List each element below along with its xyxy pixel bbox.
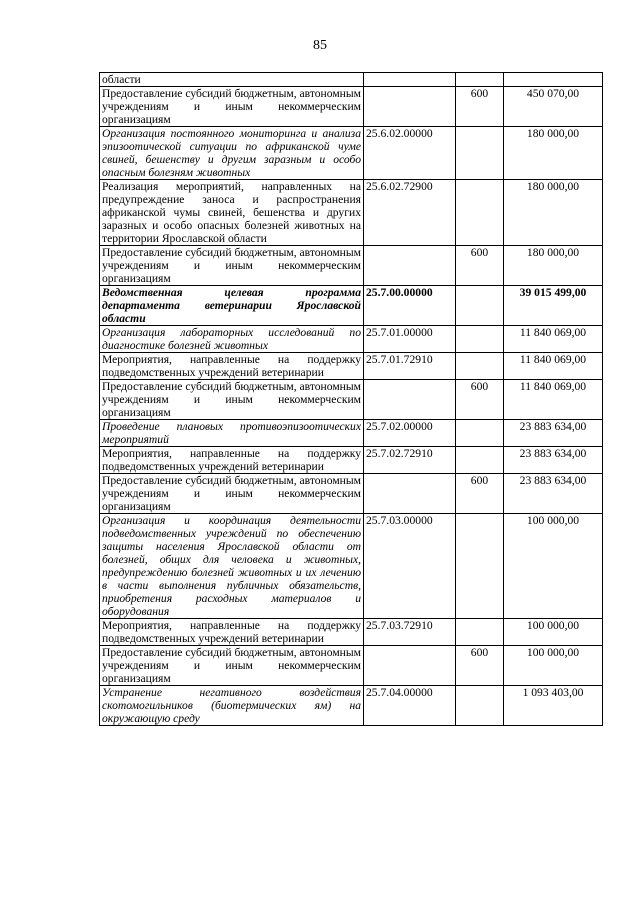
row-code-cell [364, 87, 456, 127]
row-name-cell: Устранение негативного воздействия скотомогильников (биотермических ям) на окружающую среду [100, 686, 364, 726]
row-code-cell: 25.6.02.00000 [364, 127, 456, 180]
table-row [100, 326, 603, 353]
row-sum-cell: 100 000,00 [504, 514, 603, 619]
row-code-cell: 25.6.02.72900 [364, 180, 456, 246]
row-name-cell: Предоставление субсидий бюджетным, автономным учреждениям и иным некоммерческим организациям [100, 246, 364, 286]
table-row [100, 87, 603, 127]
row-code-cell [364, 380, 456, 420]
row-expense-type-cell [456, 420, 504, 447]
row-name-cell: Мероприятия, направленные на поддержку подведомственных учреждений ветеринарии [100, 619, 364, 646]
row-expense-type-cell [456, 286, 504, 326]
row-expense-type-cell [456, 514, 504, 619]
row-expense-type-cell [456, 73, 504, 87]
row-expense-type-cell [456, 447, 504, 474]
table-row [100, 646, 603, 686]
row-code-cell: 25.7.03.00000 [364, 514, 456, 619]
row-expense-type-cell [456, 619, 504, 646]
row-code-cell [364, 646, 456, 686]
row-expense-type-cell: 600 [456, 380, 504, 420]
row-name-cell: Реализация мероприятий, направленных на предупреждение заноса и распространения африканской чумы свиней, бешенства и других заразных и особо опасных болезней животных на территории Ярославской области [100, 180, 364, 246]
row-sum-cell: 23 883 634,00 [504, 474, 603, 514]
row-sum-cell: 100 000,00 [504, 619, 603, 646]
table-row [100, 514, 603, 619]
row-expense-type-cell: 600 [456, 246, 504, 286]
row-sum-cell: 1 093 403,00 [504, 686, 603, 726]
table-row [100, 447, 603, 474]
row-name-cell: Организация постоянного мониторинга и анализа эпизоотической ситуации по африканской чуме свиней, бешенству и другим заразным и особо опасным болезням животных [100, 127, 364, 180]
row-sum-cell: 39 015 499,00 [504, 286, 603, 326]
row-code-cell: 25.7.04.00000 [364, 686, 456, 726]
table-row [100, 73, 603, 87]
row-expense-type-cell: 600 [456, 646, 504, 686]
table-row [100, 246, 603, 286]
row-sum-cell: 23 883 634,00 [504, 420, 603, 447]
row-sum-cell: 23 883 634,00 [504, 447, 603, 474]
row-name-cell: Предоставление субсидий бюджетным, автономным учреждениям и иным некоммерческим организациям [100, 646, 364, 686]
row-code-cell: 25.7.02.72910 [364, 447, 456, 474]
row-sum-cell: 11 840 069,00 [504, 353, 603, 380]
row-code-cell: 25.7.00.00000 [364, 286, 456, 326]
row-name-cell: Мероприятия, направленные на поддержку подведомственных учреждений ветеринарии [100, 353, 364, 380]
row-code-cell [364, 73, 456, 87]
row-code-cell [364, 474, 456, 514]
row-name-cell: Проведение плановых противоэпизоотических мероприятий [100, 420, 364, 447]
row-code-cell: 25.7.01.72910 [364, 353, 456, 380]
table-row [100, 286, 603, 326]
row-name-cell: Организация лабораторных исследований по диагностике болезней животных [100, 326, 364, 353]
table-row [100, 353, 603, 380]
table-row [100, 474, 603, 514]
row-name-cell: Мероприятия, направленные на поддержку подведомственных учреждений ветеринарии [100, 447, 364, 474]
table-row [100, 127, 603, 180]
row-name-cell: Организация и координация деятельности подведомственных учреждений по обеспечению защиты населения Ярославской области от болезней, общих для человека и животных, предупреждению болезней животных и их лечению в части выполнения публичных обязательств, приобретения расходных материалов и оборудования [100, 514, 364, 619]
row-sum-cell: 180 000,00 [504, 180, 603, 246]
row-expense-type-cell [456, 326, 504, 353]
page-number: 85 [313, 38, 327, 53]
row-name-cell: Ведомственная целевая программа департамента ветеринарии Ярославской области [100, 286, 364, 326]
row-code-cell: 25.7.01.00000 [364, 326, 456, 353]
row-sum-cell: 11 840 069,00 [504, 326, 603, 353]
row-sum-cell: 450 070,00 [504, 87, 603, 127]
row-code-cell: 25.7.02.00000 [364, 420, 456, 447]
table-row [100, 180, 603, 246]
row-expense-type-cell [456, 180, 504, 246]
row-name-cell: Предоставление субсидий бюджетным, автономным учреждениям и иным некоммерческим организациям [100, 474, 364, 514]
table-row [100, 686, 603, 726]
row-expense-type-cell [456, 353, 504, 380]
row-name-cell: Предоставление субсидий бюджетным, автономным учреждениям и иным некоммерческим организациям [100, 87, 364, 127]
table-row [100, 380, 603, 420]
row-code-cell [364, 246, 456, 286]
row-sum-cell: 180 000,00 [504, 127, 603, 180]
row-name-cell: Предоставление субсидий бюджетным, автономным учреждениям и иным некоммерческим организациям [100, 380, 364, 420]
budget-table-body [100, 73, 603, 726]
row-expense-type-cell [456, 686, 504, 726]
row-sum-cell [504, 73, 603, 87]
row-expense-type-cell: 600 [456, 474, 504, 514]
table-row [100, 619, 603, 646]
row-sum-cell: 100 000,00 [504, 646, 603, 686]
row-expense-type-cell [456, 127, 504, 180]
row-sum-cell: 11 840 069,00 [504, 380, 603, 420]
row-expense-type-cell: 600 [456, 87, 504, 127]
row-name-cell: области [100, 73, 364, 87]
table-row [100, 420, 603, 447]
row-code-cell: 25.7.03.72910 [364, 619, 456, 646]
row-sum-cell: 180 000,00 [504, 246, 603, 286]
budget-table [99, 72, 603, 726]
